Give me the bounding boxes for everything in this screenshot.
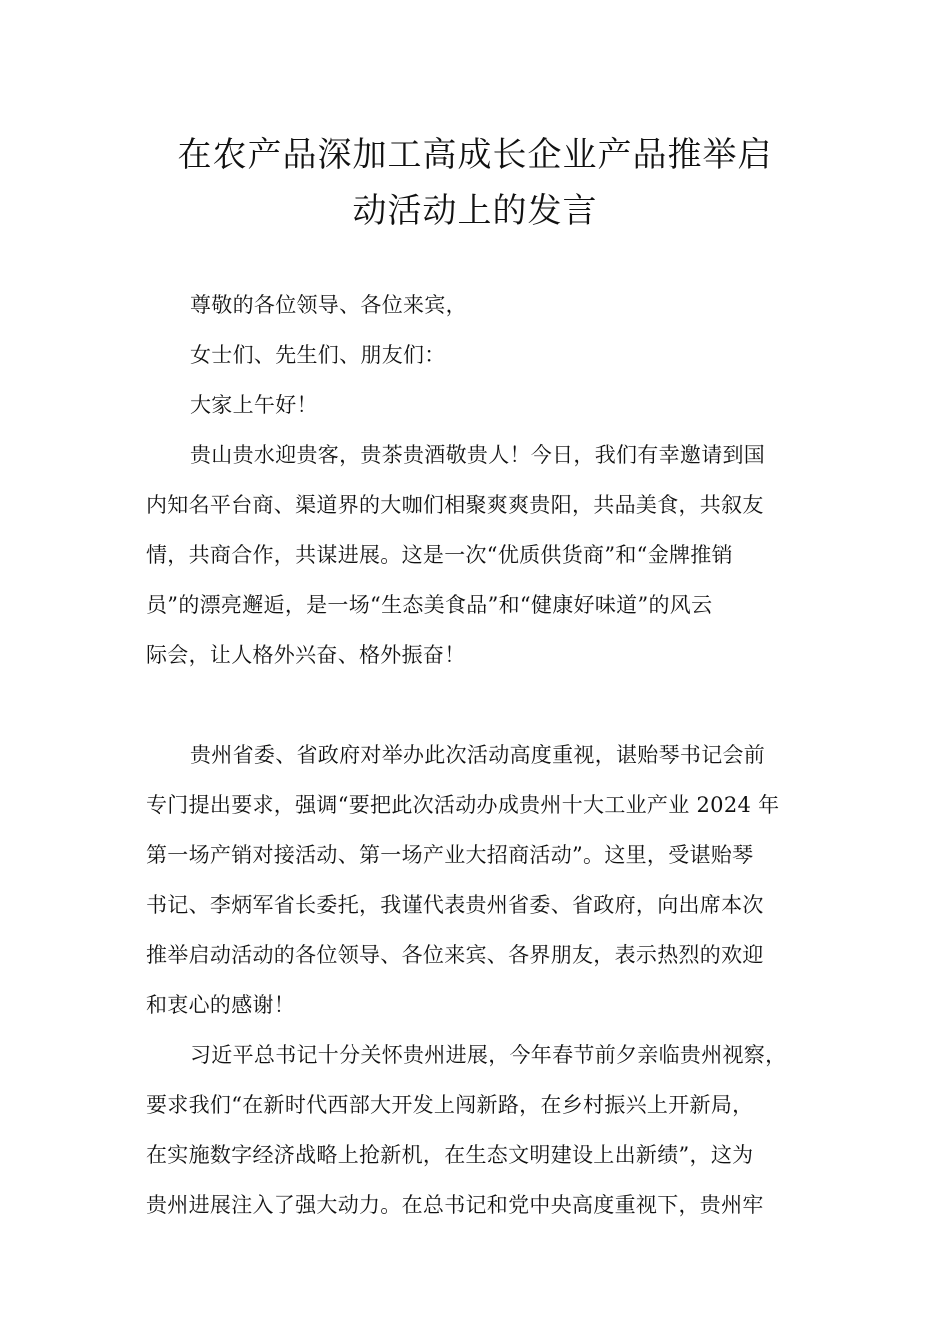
paragraph-line: 情，共商合作，共谋进展。这是一次“优质供货商”和“金牌推销 [146,543,733,567]
paragraph-1 [146,430,810,680]
document-title [100,127,850,239]
title-line-1: 在农产品深加工高成长企业产品推举启 [177,135,773,175]
paragraph-line: 和衷心的感谢！ [146,993,296,1017]
paragraph-line: 贵州省委、省政府对举办此次活动高度重视，谌贻琴书记会前 [190,743,766,767]
greeting-line: 女士们、先生们、朋友们： [190,343,446,367]
paragraph-line: 员”的漂亮邂逅，是一场“生态美食品”和“健康好味道”的风云 [146,593,713,617]
paragraph-line: 在实施数字经济战略上抢新机，在生态文明建设上出新绩”，这为 [146,1143,754,1167]
paragraph-line: 书记、李炳军省长委托，我谨代表贵州省委、省政府，向出席本次 [146,893,764,917]
paragraph-line: 内知名平台商、渠道界的大咖们相聚爽爽贵阳，共品美食，共叙友 [146,493,764,517]
document-body [146,280,810,1230]
paragraph-line: 际会，让人格外兴奋、格外振奋！ [146,643,466,667]
greeting-line: 尊敬的各位领导、各位来宾， [190,293,467,317]
paragraph-line: 推举启动活动的各位领导、各位来宾、各界朋友，表示热烈的欢迎 [146,943,764,967]
paragraph-3 [146,1030,810,1230]
greeting-line: 大家上午好！ [190,393,318,417]
paragraph-2 [146,730,810,1030]
paragraph-line: 第一场产销对接活动、第一场产业大招商活动”。这里，受谌贻琴 [146,843,754,867]
paragraph-line: 习近平总书记十分关怀贵州进展，今年春节前夕亲临贵州视察， [190,1043,787,1067]
paragraph-spacer [146,680,810,730]
paragraph-line: 要求我们“在新时代西部大开发上闯新路，在乡村振兴上开新局， [146,1093,754,1117]
paragraph-line: 专门提出要求，强调“要把此次活动办成贵州十大工业产业 2024 年 [146,793,780,817]
title-line-2: 动活动上的发言 [352,191,598,231]
paragraph-line: 贵州进展注入了强大动力。在总书记和党中央高度重视下，贵州牢 [146,1193,764,1217]
paragraph-line: 贵山贵水迎贵客，贵茶贵酒敬贵人！今日，我们有幸邀请到国 [190,443,766,467]
